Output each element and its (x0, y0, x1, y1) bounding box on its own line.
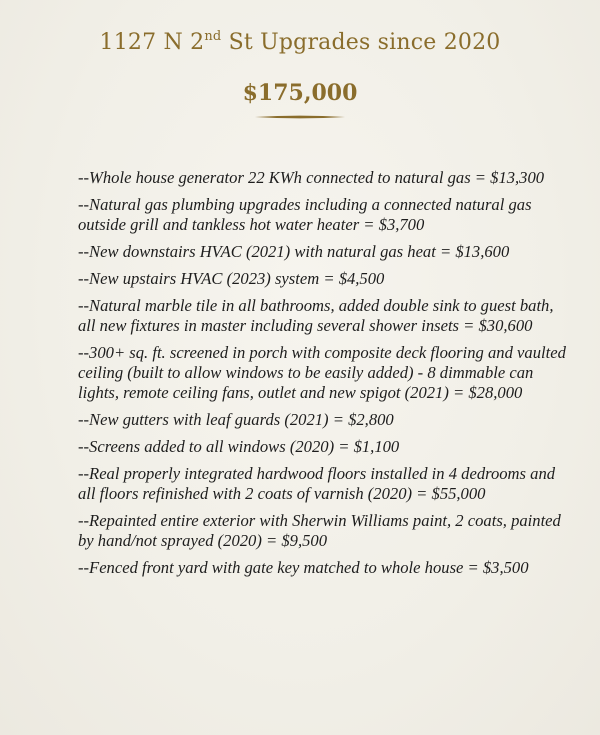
list-item: --Natural gas plumbing upgrades including a connected natural gas outside grill and tankless hot water heater = $3,700 (78, 195, 532, 234)
list-item: --Screens added to all windows (2020) = $1,100 (78, 437, 400, 456)
list-item: --New upstairs HVAC (2023) system = $4,500 (78, 269, 385, 288)
list-item: --300+ sq. ft. screened in porch with composite deck flooring and vaulted ceiling (built to allow windows to be easily added) - 8 dimmable can lights, remote ceiling fans, outlet and new spigot (2021) = $28,000 (78, 343, 566, 402)
title-superscript: nd (204, 29, 222, 44)
title-suffix: St Upgrades since 2020 (221, 30, 501, 55)
list-item: --Real properly integrated hardwood floors installed in 4 dedrooms and all floors refinished with 2 coats of varnish (2020) = $55,000 (78, 464, 556, 503)
decorative-divider (254, 114, 346, 120)
document-title (0, 30, 600, 55)
list-item: --Natural marble tile in all bathrooms, added double sink to guest bath, all new fixtures in master including several shower insets = $30,600 (78, 296, 554, 335)
list-item: --Repainted entire exterior with Sherwin Williams paint, 2 coats, painted by hand/not sprayed (2020) = $9,500 (78, 511, 561, 550)
list-item: --New gutters with leaf guards (2021) = $2,800 (78, 410, 394, 429)
title-prefix: 1127 N 2 (99, 30, 205, 55)
list-item: --New downstairs HVAC (2021) with natural gas heat = $13,600 (78, 242, 510, 261)
list-item: --Fenced front yard with gate key matched to whole house = $3,500 (78, 558, 529, 577)
total-amount: $175,000 (242, 80, 358, 106)
upgrades-list (78, 168, 568, 585)
list-item: --Whole house generator 22 KWh connected to natural gas = $13,300 (78, 168, 545, 187)
